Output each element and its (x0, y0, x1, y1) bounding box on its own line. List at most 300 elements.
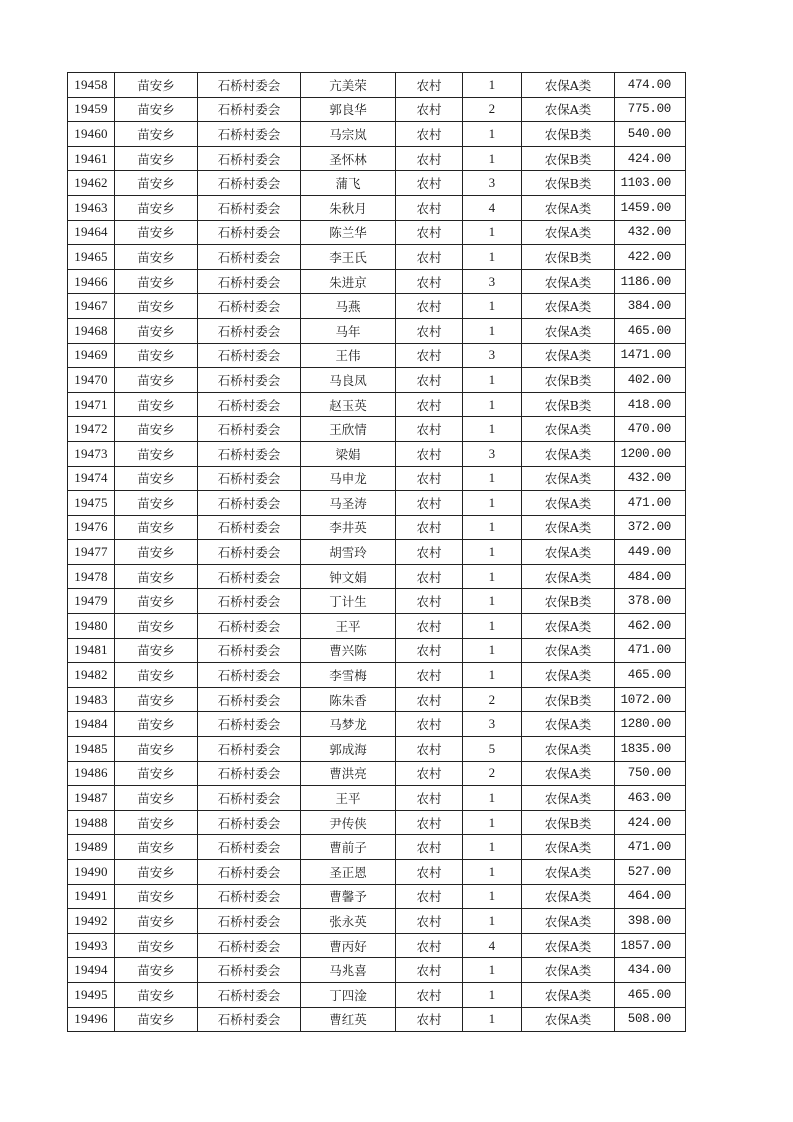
cell-category: 农保A类 (522, 835, 615, 860)
table-row (68, 171, 686, 196)
cell-id: 19482 (68, 663, 115, 688)
cell-type: 农村 (396, 318, 463, 343)
cell-name: 李井英 (301, 515, 396, 540)
table-row (68, 318, 686, 343)
cell-category: 农保A类 (522, 466, 615, 491)
cell-type: 农村 (396, 417, 463, 442)
cell-count: 3 (463, 441, 522, 466)
cell-category: 农保A类 (522, 343, 615, 368)
cell-village: 石桥村委会 (198, 392, 301, 417)
cell-id: 19477 (68, 540, 115, 565)
cell-type: 农村 (396, 982, 463, 1007)
cell-township: 苗安乡 (115, 1007, 198, 1032)
cell-village: 石桥村委会 (198, 171, 301, 196)
cell-count: 1 (463, 392, 522, 417)
cell-name: 陈兰华 (301, 220, 396, 245)
cell-count: 1 (463, 564, 522, 589)
cell-id: 19471 (68, 392, 115, 417)
cell-type: 农村 (396, 466, 463, 491)
cell-name: 马燕 (301, 294, 396, 319)
cell-type: 农村 (396, 1007, 463, 1032)
cell-village: 石桥村委会 (198, 318, 301, 343)
cell-name: 王伟 (301, 343, 396, 368)
table-row (68, 638, 686, 663)
cell-type: 农村 (396, 564, 463, 589)
cell-count: 1 (463, 614, 522, 639)
cell-id: 19476 (68, 515, 115, 540)
cell-count: 1 (463, 786, 522, 811)
cell-id: 19463 (68, 195, 115, 220)
cell-category: 农保B类 (522, 687, 615, 712)
cell-category: 农保A类 (522, 294, 615, 319)
table-row (68, 220, 686, 245)
cell-id: 19462 (68, 171, 115, 196)
table-row (68, 441, 686, 466)
cell-id: 19475 (68, 491, 115, 516)
cell-id: 19486 (68, 761, 115, 786)
cell-township: 苗安乡 (115, 122, 198, 147)
table-row (68, 933, 686, 958)
cell-township: 苗安乡 (115, 564, 198, 589)
cell-count: 3 (463, 712, 522, 737)
table-row (68, 687, 686, 712)
cell-amount: 424.00 (615, 146, 686, 171)
cell-township: 苗安乡 (115, 368, 198, 393)
cell-amount: 471.00 (615, 835, 686, 860)
cell-name: 丁计生 (301, 589, 396, 614)
table-row (68, 540, 686, 565)
cell-village: 石桥村委会 (198, 368, 301, 393)
cell-type: 农村 (396, 491, 463, 516)
cell-township: 苗安乡 (115, 835, 198, 860)
cell-village: 石桥村委会 (198, 810, 301, 835)
table-row (68, 73, 686, 98)
table-row (68, 491, 686, 516)
cell-amount: 434.00 (615, 958, 686, 983)
table-row (68, 122, 686, 147)
table-row (68, 146, 686, 171)
cell-count: 2 (463, 687, 522, 712)
table-row (68, 982, 686, 1007)
cell-name: 王平 (301, 614, 396, 639)
cell-name: 圣怀林 (301, 146, 396, 171)
table-row (68, 269, 686, 294)
cell-category: 农保A类 (522, 860, 615, 885)
cell-type: 农村 (396, 515, 463, 540)
cell-category: 农保A类 (522, 97, 615, 122)
cell-amount: 378.00 (615, 589, 686, 614)
cell-amount: 775.00 (615, 97, 686, 122)
cell-type: 农村 (396, 614, 463, 639)
cell-category: 农保A类 (522, 540, 615, 565)
cell-type: 农村 (396, 958, 463, 983)
cell-type: 农村 (396, 269, 463, 294)
cell-name: 马兆喜 (301, 958, 396, 983)
table-row (68, 663, 686, 688)
cell-type: 农村 (396, 220, 463, 245)
cell-category: 农保A类 (522, 933, 615, 958)
cell-township: 苗安乡 (115, 294, 198, 319)
cell-village: 石桥村委会 (198, 786, 301, 811)
cell-category: 农保B类 (522, 122, 615, 147)
cell-count: 1 (463, 515, 522, 540)
cell-id: 19460 (68, 122, 115, 147)
cell-category: 农保A类 (522, 515, 615, 540)
cell-amount: 1459.00 (615, 195, 686, 220)
cell-amount: 462.00 (615, 614, 686, 639)
cell-village: 石桥村委会 (198, 343, 301, 368)
cell-township: 苗安乡 (115, 589, 198, 614)
cell-count: 3 (463, 171, 522, 196)
cell-name: 郭成海 (301, 737, 396, 762)
cell-amount: 1857.00 (615, 933, 686, 958)
cell-name: 李雪梅 (301, 663, 396, 688)
cell-count: 1 (463, 417, 522, 442)
cell-village: 石桥村委会 (198, 909, 301, 934)
cell-township: 苗安乡 (115, 540, 198, 565)
cell-count: 5 (463, 737, 522, 762)
cell-count: 1 (463, 810, 522, 835)
table-body (68, 73, 686, 1032)
table-row (68, 245, 686, 270)
cell-name: 马圣涛 (301, 491, 396, 516)
cell-id: 19494 (68, 958, 115, 983)
cell-id: 19470 (68, 368, 115, 393)
cell-count: 1 (463, 663, 522, 688)
cell-township: 苗安乡 (115, 614, 198, 639)
cell-village: 石桥村委会 (198, 540, 301, 565)
cell-category: 农保A类 (522, 884, 615, 909)
cell-amount: 465.00 (615, 318, 686, 343)
cell-amount: 398.00 (615, 909, 686, 934)
cell-amount: 372.00 (615, 515, 686, 540)
table-row (68, 737, 686, 762)
cell-category: 农保A类 (522, 564, 615, 589)
cell-amount: 1835.00 (615, 737, 686, 762)
cell-category: 农保A类 (522, 958, 615, 983)
cell-amount: 1103.00 (615, 171, 686, 196)
cell-count: 1 (463, 220, 522, 245)
cell-township: 苗安乡 (115, 687, 198, 712)
cell-type: 农村 (396, 909, 463, 934)
cell-type: 农村 (396, 368, 463, 393)
cell-category: 农保B类 (522, 245, 615, 270)
cell-amount: 484.00 (615, 564, 686, 589)
cell-id: 19484 (68, 712, 115, 737)
cell-name: 马良凤 (301, 368, 396, 393)
cell-name: 曹红英 (301, 1007, 396, 1032)
cell-name: 尹传侠 (301, 810, 396, 835)
cell-id: 19479 (68, 589, 115, 614)
cell-id: 19465 (68, 245, 115, 270)
cell-id: 19478 (68, 564, 115, 589)
cell-township: 苗安乡 (115, 737, 198, 762)
cell-type: 农村 (396, 884, 463, 909)
cell-amount: 465.00 (615, 982, 686, 1007)
cell-count: 1 (463, 884, 522, 909)
cell-village: 石桥村委会 (198, 933, 301, 958)
cell-township: 苗安乡 (115, 515, 198, 540)
cell-category: 农保B类 (522, 171, 615, 196)
cell-name: 马申龙 (301, 466, 396, 491)
cell-type: 农村 (396, 712, 463, 737)
cell-village: 石桥村委会 (198, 835, 301, 860)
cell-township: 苗安乡 (115, 245, 198, 270)
records-table (67, 72, 686, 1032)
cell-type: 农村 (396, 786, 463, 811)
cell-count: 1 (463, 318, 522, 343)
table-row (68, 368, 686, 393)
cell-amount: 424.00 (615, 810, 686, 835)
cell-township: 苗安乡 (115, 810, 198, 835)
cell-id: 19472 (68, 417, 115, 442)
cell-township: 苗安乡 (115, 171, 198, 196)
cell-amount: 384.00 (615, 294, 686, 319)
cell-village: 石桥村委会 (198, 712, 301, 737)
cell-village: 石桥村委会 (198, 638, 301, 663)
cell-category: 农保B类 (522, 589, 615, 614)
table-row (68, 712, 686, 737)
cell-id: 19466 (68, 269, 115, 294)
cell-village: 石桥村委会 (198, 294, 301, 319)
cell-category: 农保A类 (522, 417, 615, 442)
cell-township: 苗安乡 (115, 761, 198, 786)
cell-count: 1 (463, 146, 522, 171)
cell-village: 石桥村委会 (198, 1007, 301, 1032)
cell-village: 石桥村委会 (198, 466, 301, 491)
cell-township: 苗安乡 (115, 97, 198, 122)
cell-type: 农村 (396, 737, 463, 762)
cell-type: 农村 (396, 638, 463, 663)
cell-count: 1 (463, 860, 522, 885)
cell-name: 圣正恩 (301, 860, 396, 885)
cell-amount: 418.00 (615, 392, 686, 417)
cell-type: 农村 (396, 810, 463, 835)
cell-category: 农保B类 (522, 146, 615, 171)
cell-category: 农保A类 (522, 909, 615, 934)
cell-amount: 540.00 (615, 122, 686, 147)
cell-village: 石桥村委会 (198, 687, 301, 712)
cell-category: 农保A类 (522, 786, 615, 811)
cell-type: 农村 (396, 294, 463, 319)
table-row (68, 761, 686, 786)
cell-id: 19496 (68, 1007, 115, 1032)
cell-township: 苗安乡 (115, 663, 198, 688)
cell-village: 石桥村委会 (198, 614, 301, 639)
table-row (68, 884, 686, 909)
cell-type: 农村 (396, 933, 463, 958)
cell-category: 农保A类 (522, 220, 615, 245)
table-row (68, 564, 686, 589)
cell-amount: 422.00 (615, 245, 686, 270)
cell-name: 王平 (301, 786, 396, 811)
cell-id: 19492 (68, 909, 115, 934)
cell-amount: 474.00 (615, 73, 686, 98)
cell-township: 苗安乡 (115, 638, 198, 663)
cell-id: 19488 (68, 810, 115, 835)
cell-township: 苗安乡 (115, 343, 198, 368)
cell-township: 苗安乡 (115, 392, 198, 417)
cell-category: 农保A类 (522, 737, 615, 762)
cell-category: 农保A类 (522, 663, 615, 688)
cell-village: 石桥村委会 (198, 860, 301, 885)
cell-village: 石桥村委会 (198, 589, 301, 614)
table-row (68, 614, 686, 639)
cell-count: 1 (463, 122, 522, 147)
cell-type: 农村 (396, 171, 463, 196)
cell-id: 19483 (68, 687, 115, 712)
cell-name: 郭良华 (301, 97, 396, 122)
cell-id: 19459 (68, 97, 115, 122)
cell-township: 苗安乡 (115, 466, 198, 491)
cell-name: 曹兴陈 (301, 638, 396, 663)
cell-name: 亢美荣 (301, 73, 396, 98)
cell-amount: 449.00 (615, 540, 686, 565)
cell-count: 4 (463, 195, 522, 220)
cell-township: 苗安乡 (115, 786, 198, 811)
cell-id: 19474 (68, 466, 115, 491)
cell-count: 1 (463, 368, 522, 393)
table-row (68, 860, 686, 885)
cell-township: 苗安乡 (115, 146, 198, 171)
cell-count: 1 (463, 540, 522, 565)
cell-count: 1 (463, 835, 522, 860)
cell-id: 19473 (68, 441, 115, 466)
cell-village: 石桥村委会 (198, 663, 301, 688)
table-row (68, 810, 686, 835)
cell-type: 农村 (396, 73, 463, 98)
cell-name: 王欣情 (301, 417, 396, 442)
cell-amount: 508.00 (615, 1007, 686, 1032)
cell-name: 曹馨予 (301, 884, 396, 909)
cell-name: 张永英 (301, 909, 396, 934)
cell-type: 农村 (396, 540, 463, 565)
cell-count: 1 (463, 638, 522, 663)
cell-village: 石桥村委会 (198, 220, 301, 245)
cell-township: 苗安乡 (115, 269, 198, 294)
cell-village: 石桥村委会 (198, 515, 301, 540)
cell-township: 苗安乡 (115, 982, 198, 1007)
table-row (68, 195, 686, 220)
cell-township: 苗安乡 (115, 491, 198, 516)
cell-id: 19468 (68, 318, 115, 343)
cell-type: 农村 (396, 392, 463, 417)
cell-count: 1 (463, 245, 522, 270)
cell-village: 石桥村委会 (198, 761, 301, 786)
cell-amount: 465.00 (615, 663, 686, 688)
cell-name: 朱进京 (301, 269, 396, 294)
cell-count: 1 (463, 73, 522, 98)
cell-amount: 464.00 (615, 884, 686, 909)
cell-name: 胡雪玲 (301, 540, 396, 565)
cell-id: 19464 (68, 220, 115, 245)
cell-id: 19490 (68, 860, 115, 885)
cell-count: 1 (463, 982, 522, 1007)
cell-amount: 432.00 (615, 220, 686, 245)
table-row (68, 786, 686, 811)
table-row (68, 392, 686, 417)
cell-amount: 470.00 (615, 417, 686, 442)
cell-category: 农保A类 (522, 638, 615, 663)
cell-count: 3 (463, 343, 522, 368)
cell-type: 农村 (396, 761, 463, 786)
cell-township: 苗安乡 (115, 884, 198, 909)
cell-category: 农保A类 (522, 614, 615, 639)
cell-type: 农村 (396, 687, 463, 712)
cell-name: 曹洪亮 (301, 761, 396, 786)
cell-name: 赵玉英 (301, 392, 396, 417)
cell-name: 曹丙好 (301, 933, 396, 958)
cell-id: 19458 (68, 73, 115, 98)
cell-id: 19461 (68, 146, 115, 171)
cell-village: 石桥村委会 (198, 122, 301, 147)
cell-village: 石桥村委会 (198, 195, 301, 220)
cell-type: 农村 (396, 663, 463, 688)
cell-category: 农保B类 (522, 810, 615, 835)
cell-count: 1 (463, 909, 522, 934)
cell-name: 马宗岚 (301, 122, 396, 147)
table-row (68, 466, 686, 491)
cell-type: 农村 (396, 343, 463, 368)
cell-count: 4 (463, 933, 522, 958)
cell-amount: 1072.00 (615, 687, 686, 712)
cell-amount: 402.00 (615, 368, 686, 393)
cell-category: 农保A类 (522, 269, 615, 294)
cell-township: 苗安乡 (115, 441, 198, 466)
cell-village: 石桥村委会 (198, 884, 301, 909)
cell-village: 石桥村委会 (198, 245, 301, 270)
table-row (68, 589, 686, 614)
cell-village: 石桥村委会 (198, 982, 301, 1007)
cell-type: 农村 (396, 122, 463, 147)
cell-type: 农村 (396, 146, 463, 171)
cell-id: 19493 (68, 933, 115, 958)
cell-village: 石桥村委会 (198, 564, 301, 589)
cell-id: 19480 (68, 614, 115, 639)
cell-name: 陈朱香 (301, 687, 396, 712)
cell-type: 农村 (396, 835, 463, 860)
cell-amount: 1280.00 (615, 712, 686, 737)
table-row (68, 835, 686, 860)
cell-category: 农保A类 (522, 712, 615, 737)
cell-category: 农保A类 (522, 982, 615, 1007)
table-row (68, 958, 686, 983)
cell-category: 农保A类 (522, 761, 615, 786)
cell-category: 农保A类 (522, 1007, 615, 1032)
table-row (68, 909, 686, 934)
cell-township: 苗安乡 (115, 318, 198, 343)
cell-count: 1 (463, 294, 522, 319)
cell-name: 李王氏 (301, 245, 396, 270)
cell-name: 马年 (301, 318, 396, 343)
table-row (68, 343, 686, 368)
cell-id: 19481 (68, 638, 115, 663)
cell-village: 石桥村委会 (198, 417, 301, 442)
cell-amount: 1186.00 (615, 269, 686, 294)
cell-type: 农村 (396, 245, 463, 270)
cell-count: 1 (463, 466, 522, 491)
cell-township: 苗安乡 (115, 417, 198, 442)
table-row (68, 294, 686, 319)
cell-id: 19469 (68, 343, 115, 368)
cell-township: 苗安乡 (115, 933, 198, 958)
cell-village: 石桥村委会 (198, 441, 301, 466)
cell-township: 苗安乡 (115, 73, 198, 98)
cell-township: 苗安乡 (115, 195, 198, 220)
cell-count: 1 (463, 1007, 522, 1032)
cell-count: 2 (463, 761, 522, 786)
cell-category: 农保A类 (522, 73, 615, 98)
